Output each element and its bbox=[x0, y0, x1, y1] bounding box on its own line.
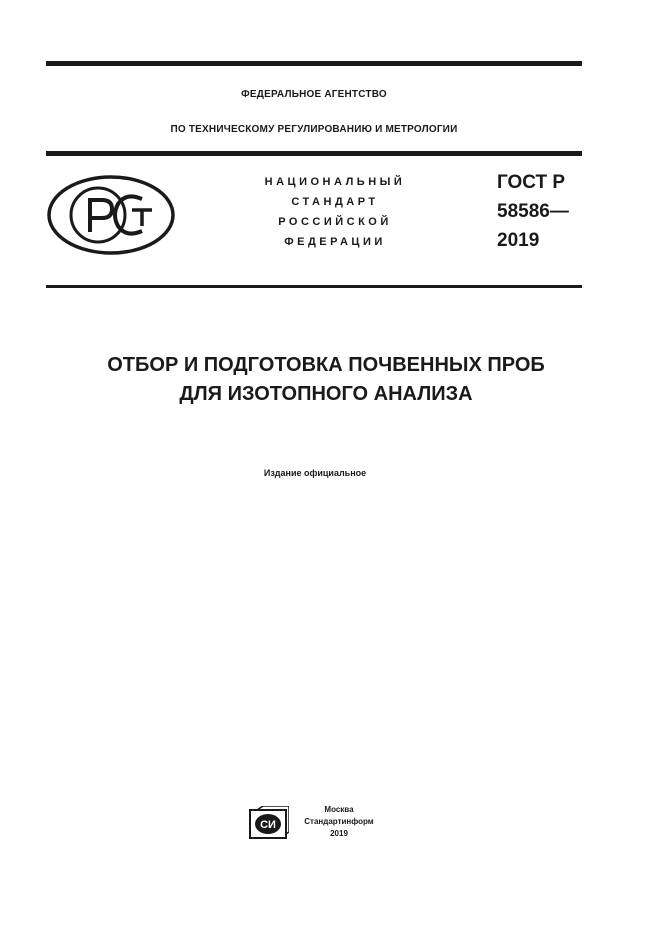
edition-note: Издание официальное bbox=[263, 468, 367, 478]
agency-name-line-2: ПО ТЕХНИЧЕСКОМУ РЕГУЛИРОВАНИЮ И МЕТРОЛОГИИ bbox=[170, 124, 458, 135]
bottom-rule bbox=[46, 285, 582, 288]
standartinform-logo-icon bbox=[249, 806, 289, 840]
standard-type-line-3: РОССИЙСКОЙ bbox=[278, 216, 392, 228]
standard-type-line-2: СТАНДАРТ bbox=[291, 196, 379, 208]
svg-text:СИ: СИ bbox=[260, 819, 276, 831]
rst-certification-mark-icon bbox=[46, 174, 176, 256]
publisher-year: 2019 bbox=[330, 829, 348, 838]
designation-line-3: 2019 bbox=[497, 230, 540, 251]
designation-line-2: 58586— bbox=[497, 201, 569, 222]
standard-designation bbox=[497, 168, 569, 255]
top-rule bbox=[46, 61, 582, 66]
title-line-2: ДЛЯ ИЗОТОПНОГО АНАЛИЗА bbox=[179, 383, 473, 405]
publisher-city: Москва bbox=[324, 805, 354, 814]
document-title bbox=[46, 351, 606, 409]
middle-rule bbox=[46, 151, 582, 156]
publisher-name: Стандартинформ bbox=[304, 817, 374, 826]
title-line-1: ОТБОР И ПОДГОТОВКА ПОЧВЕННЫХ ПРОБ bbox=[107, 354, 545, 376]
standard-type-block bbox=[220, 172, 450, 252]
agency-name-line-1: ФЕДЕРАЛЬНОЕ АГЕНТСТВО bbox=[241, 89, 387, 100]
publisher-imprint bbox=[296, 804, 382, 840]
standard-type-line-4: ФЕДЕРАЦИИ bbox=[284, 236, 386, 248]
designation-line-1: ГОСТ Р bbox=[497, 172, 566, 193]
standard-type-line-1: НАЦИОНАЛЬНЫЙ bbox=[264, 176, 406, 188]
